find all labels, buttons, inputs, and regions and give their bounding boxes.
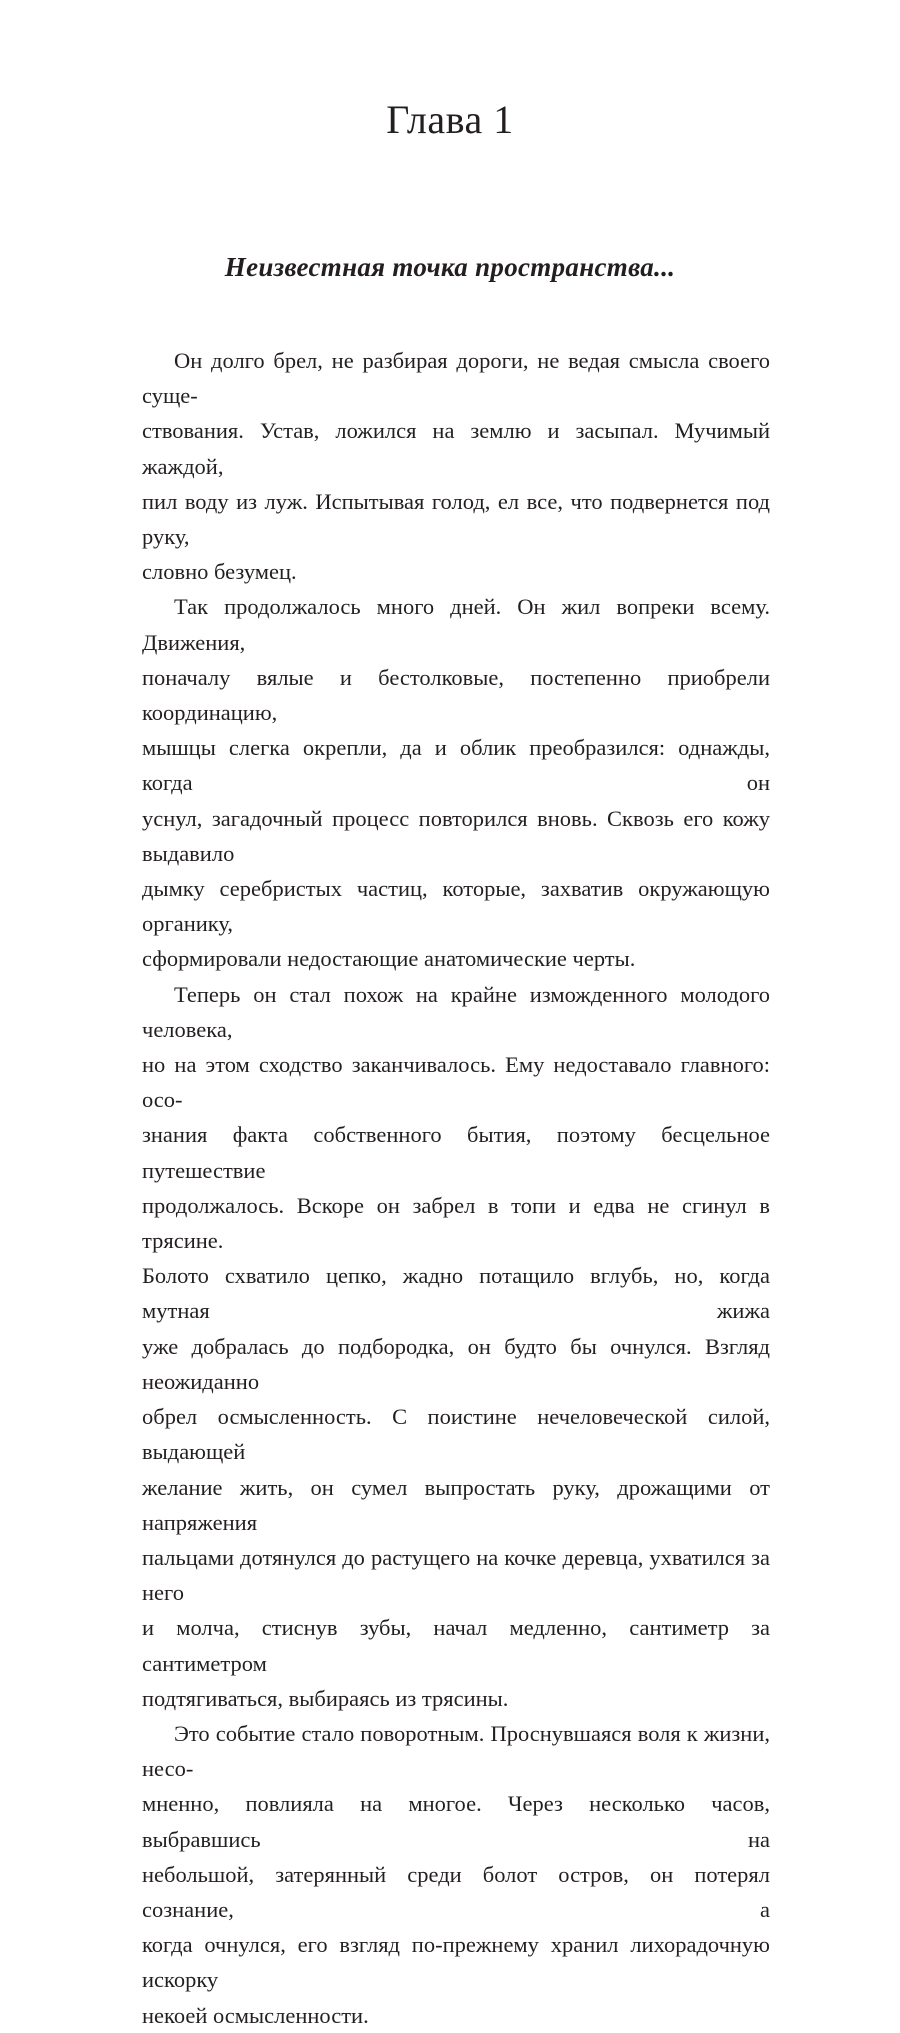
- text-line: пальцами дотянулся до растущего на кочке деревца, ухватился за него: [142, 1544, 770, 1606]
- text-line: и молча, стиснув зубы, начал медленно, сантиметр за сантиметром: [142, 1615, 770, 1676]
- text-line: но на этом сходство заканчивалось. Ему недоставало главного: осо-: [142, 1052, 770, 1113]
- text-line: поначалу вялые и бестолковые, постепенно приобрели координацию,: [142, 664, 770, 726]
- text-line: сформировали недостающие анатомические черты.: [142, 946, 636, 972]
- text-line: мышцы слегка окрепли, да и облик преобразился: однажды, когда он: [142, 735, 770, 796]
- text-line: желание жить, он сумел выпростать руку, дрожащими от напряжения: [142, 1474, 770, 1535]
- text-line: некоей осмысленности.: [142, 2002, 369, 2028]
- text-line: небольшой, затерянный среди болот остров, он потерял сознание, а: [142, 1861, 770, 1922]
- text-line: пил воду из луж. Испытывая голод, ел все, что подвернется под руку,: [142, 488, 770, 550]
- chapter-subtitle: Неизвестная точка пространства...: [224, 252, 676, 282]
- paragraph-4: [142, 1716, 770, 2033]
- text-line: Болото схватило цепко, жадно потащило вглубь, но, когда мутная жижа: [142, 1263, 770, 1324]
- paragraph-3: [142, 977, 770, 1716]
- text-line: продолжалось. Вскоре он забрел в топи и едва не сгинул в трясине.: [142, 1192, 770, 1254]
- text-line: уже добралась до подбородка, он будто бы очнулся. Взгляд неожиданно: [142, 1333, 770, 1394]
- chapter-title: Глава 1: [386, 97, 514, 142]
- text-line: Теперь он стал похож на крайне изможденного молодого человека,: [142, 981, 770, 1042]
- text-line: ствования. Устав, ложился на землю и засыпал. Мучимый жаждой,: [142, 418, 770, 479]
- text-line: уснул, загадочный процесс повторился вновь. Сквозь его кожу выдавило: [142, 805, 770, 866]
- paragraph-2: [142, 589, 770, 976]
- text-line: дымку серебристых частиц, которые, захватив окружающую органику,: [142, 876, 770, 937]
- text-line: знания факта собственного бытия, поэтому бесцельное путешествие: [142, 1122, 770, 1183]
- text-line: подтягиваться, выбираясь из трясины.: [142, 1685, 509, 1711]
- text-line: Так продолжалось много дней. Он жил вопреки всему. Движения,: [142, 594, 770, 655]
- text-line: когда очнулся, его взгляд по-прежнему хранил лихорадочную искорку: [142, 1932, 770, 1993]
- text-line: Это событие стало поворотным. Проснувшаяся воля к жизни, несо-: [142, 1720, 770, 1782]
- body-text: [142, 343, 770, 2033]
- text-line: мненно, повлияла на многое. Через несколько часов, выбравшись на: [142, 1791, 770, 1852]
- paragraph-1: [142, 343, 770, 589]
- text-line: словно безумец.: [142, 559, 297, 585]
- text-line: Он долго брел, не разбирая дороги, не ведая смысла своего суще-: [142, 348, 770, 409]
- text-line: обрел осмысленность. С поистине нечеловеческой силой, выдающей: [142, 1404, 770, 1465]
